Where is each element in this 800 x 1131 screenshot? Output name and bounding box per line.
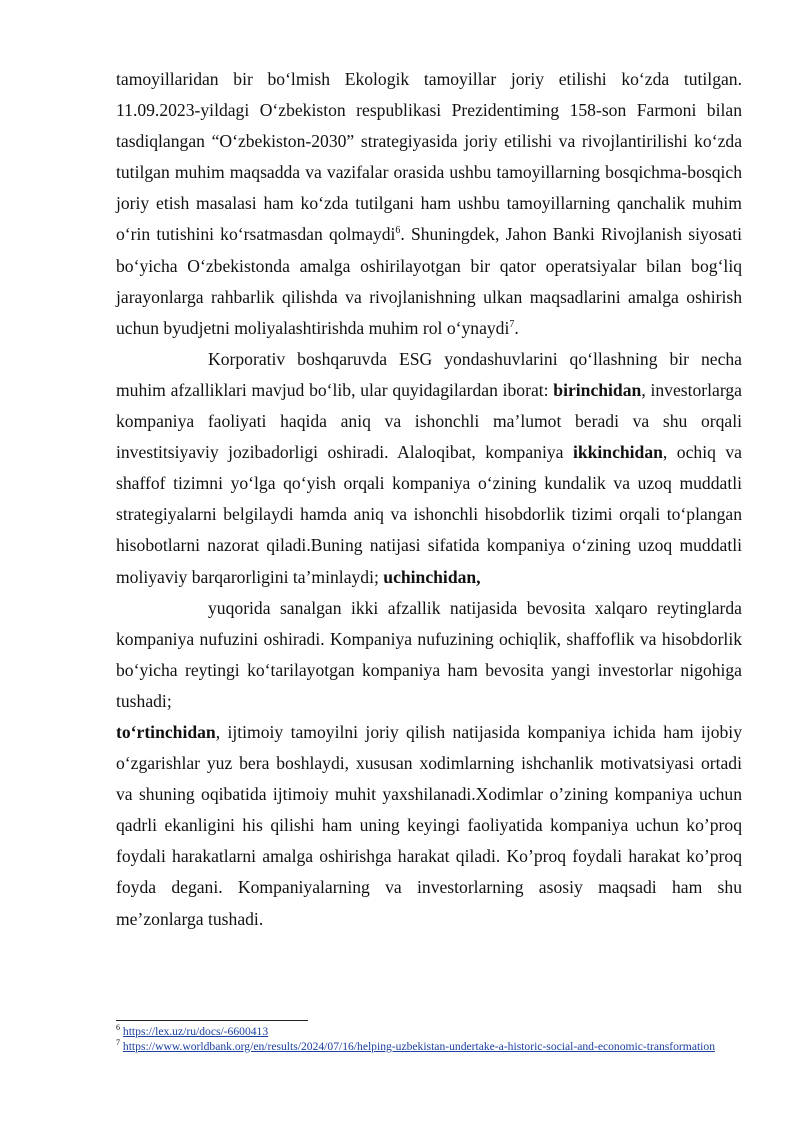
advantage-text-first: , investorlarga kompaniya faoliyati haqida aniq va ishonchli ma’lumot beradi va shu orqali investitsiyaviy jozibadorligi oshiradi. Alaloqibat, kompaniya (116, 379, 742, 463)
advantage-text-fourth: , ijtimoiy tamoyilni joriy qilish natijasida kompaniya ichida ham ijobiy o‘zgarishlar yuz bera boshlaydi, xususan xodimlarning ishchanlik motivatsiyasi ortadi va shuning oqibatida ijtimoiy muhit yaxshilanadi.Xodimlar o’zining kompaniya uchun qadrli ekanligini his qilishi ham uning keyingi faoliyatida kompaniya uchun ko’proq foydali harakatlarni amalga oshirishga harakat qiladi. Ko’proq foydali harakat ko’proq foyda degani. Kompaniyalarning va investorlarning asosiy maqsadi ham shu me’zonlarga tushadi. (116, 721, 742, 929)
footnote-number: 6 (116, 1023, 120, 1033)
paragraph-intro: Korporativ boshqaruvda ESG yondashuvlarini qo‘llashning bir necha muhim afzalliklari mavjud bo‘lib, ular quyidagilardan iborat: (116, 348, 742, 400)
footnote-number: 7 (116, 1037, 120, 1047)
footnote-7 (116, 1037, 742, 1055)
footnote-link-worldbank[interactable]: https://www.worldbank.org/en/results/2024/07/16/helping-uzbekistan-undertake-a-historic-social-and-economic-transformation (122, 1039, 715, 1053)
advantage-label-second: ikkinchidan (572, 442, 663, 463)
paragraph-text: . Shuningdek, Jahon Banki Rivojlanish siyosati bo‘yicha O‘zbekistonda amalga oshirilayotgan bir qator operatsiyalar bilan bog‘liq jarayonlarga rahbarlik qilishda va rivojlanishning ulkan maqsadlarini amalga oshirish uchun byudjetni moliyalashtirishda muhim rol o‘ynaydi (116, 224, 742, 338)
footnote-ref-7[interactable]: 7 (509, 318, 515, 330)
paragraph-text: tamoyillaridan bir bo‘lmish Ekologik tamoyillar joriy etilishi ko‘zda tutilgan. 11.09.2023-yildagi O‘zbekiston respublikasi Prezidentiming 158-son Farmoni bilan tasdiqlangan “O‘zbekiston-2030” strategiyasida joriy etilishi va rivojlantirilishi ko‘zda tutilgan muhim maqsadda va vazifalar orasida ushbu tamoyillarning bosqichma-bosqich joriy etish masalasi ham ko‘zda tutilgani ham ushbu tamoyillarning qanchalik muhim o‘rin tutishini ko‘rsatmasdan qolmaydi (116, 69, 742, 245)
footnote-6 (116, 1025, 742, 1040)
footnote-link-lex-uz[interactable]: https://lex.uz/ru/docs/-6600413 (122, 1025, 269, 1038)
advantage-label-first: birinchidan (553, 379, 642, 400)
advantage-text-third: yuqorida sanalgan ikki afzallik natijasida bevosita xalqaro reytinglarda kompaniya nufuzini oshiradi. Kompaniya nufuzining ochiqlik, shaffoflik va hisobdorlik bo‘yicha reytingi ko‘tarilayotgan kompaniya ham bevosita yangi investorlar nigohiga tushadi; (116, 597, 742, 711)
body-text (116, 64, 742, 935)
footnotes (116, 1025, 742, 1054)
paragraph-esg-advantages (116, 344, 742, 935)
advantage-label-third: uchinchidan, (383, 566, 481, 587)
footnote-ref-6[interactable]: 6 (395, 225, 401, 237)
paragraph-ecological-principles (116, 64, 742, 344)
paragraph-text: . (514, 317, 519, 338)
advantage-label-fourth: to‘rtinchidan (116, 721, 216, 742)
footnote-separator (116, 1020, 308, 1021)
advantage-text-second: , ochiq va shaffof tizimni yo‘lga qo‘yish orqali kompaniya o‘zining kundalik va uzoq muddatli strategiyalarni belgilaydi hamda aniq va ishonchli hisobdorlik tizimi orqali to‘plangan hisobotlarni nazorat qiladi.Buning natijasi sifatida kompaniya o‘zining uzoq muddatli moliyaviy barqarorligini ta’minlaydi; (116, 442, 742, 587)
